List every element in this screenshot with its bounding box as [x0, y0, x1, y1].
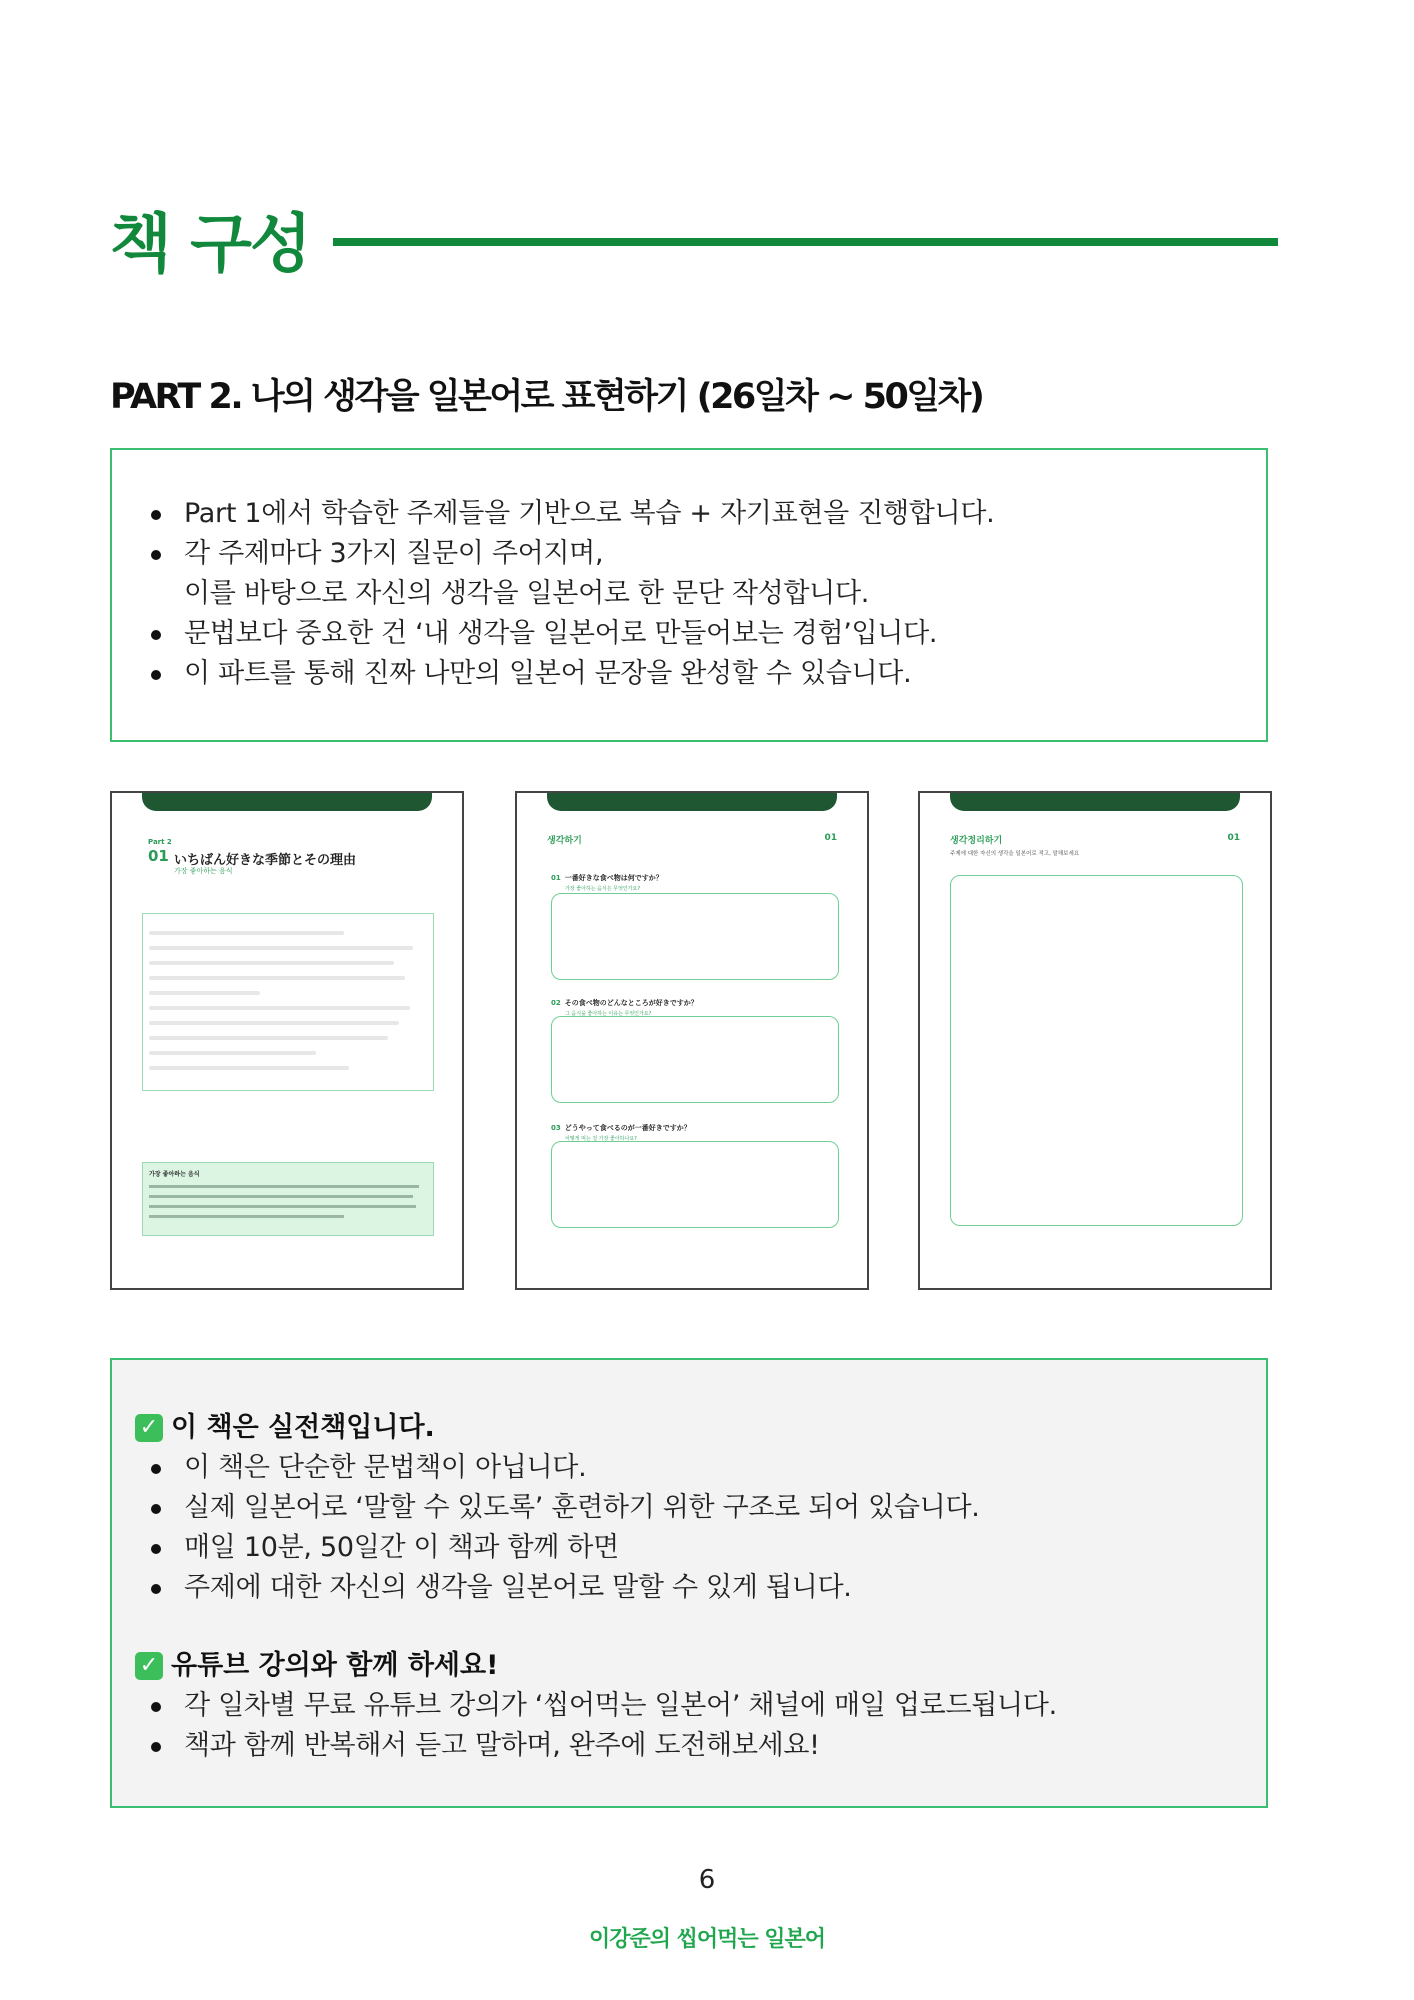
page-cap — [142, 793, 432, 811]
thumbnail-writing-page — [918, 791, 1272, 1290]
bullet-dot-icon — [151, 670, 161, 680]
page-cap — [547, 793, 837, 811]
list-item: 이 파트를 통해 진짜 나만의 일본어 문장을 완성할 수 있습니다. — [147, 654, 1266, 694]
thumbnail-reading-page — [110, 791, 464, 1290]
check-mark-icon: ✓ — [135, 1652, 163, 1680]
section-heading: ✓ 유튜브 강의와 함께 하세요! — [135, 1646, 1266, 1686]
section-list — [147, 1448, 1266, 1608]
guide-box — [142, 1162, 434, 1236]
page-title: 책 구성 — [110, 208, 310, 282]
list-item: 매일 10분, 50일간 이 책과 함께 하면 — [147, 1528, 1266, 1568]
section-list — [147, 1686, 1266, 1766]
bullet-dot-icon — [151, 1584, 161, 1594]
question-sub: 어떻게 먹는 걸 가장 좋아하나요? — [565, 1136, 637, 1142]
answer-box — [551, 1141, 839, 1228]
bullet-dot-icon — [151, 1504, 161, 1514]
info-box — [110, 1358, 1268, 1808]
page-index: 01 — [1227, 833, 1240, 843]
page-label: 생각정리하기 — [950, 836, 1003, 846]
list-item: 실제 일본어로 ‘말할 수 있도록’ 훈련하기 위한 구조로 되어 있습니다. — [147, 1488, 1266, 1528]
bullet-dot-icon — [151, 630, 161, 640]
page-number: 6 — [698, 1865, 716, 1895]
part-heading: PART 2. 나의 생각을 일본어로 표현하기 (26일차 ~ 50일차) — [110, 377, 983, 417]
section-heading: ✓ 이 책은 실전책입니다. — [135, 1408, 1266, 1448]
page-instruction: 주제에 대한 자신의 생각을 일본어로 적고, 말해보세요 — [950, 851, 1080, 857]
page-label: 생각하기 — [547, 836, 582, 846]
list-item: 각 일차별 무료 유튜브 강의가 ‘씹어먹는 일본어’ 채널에 매일 업로드됩니다. — [147, 1686, 1266, 1726]
bullet-dot-icon — [151, 510, 161, 520]
page-index: 01 — [824, 833, 837, 843]
list-item: 각 주제마다 3가지 질문이 주어지며, — [147, 534, 1266, 574]
question-sub: 그 음식을 좋아하는 이유는 무엇인가요? — [565, 1011, 652, 1017]
list-item: 이 책은 단순한 문법책이 아닙니다. — [147, 1448, 1266, 1488]
footer-brand: 이강준의 씹어먹는 일본어 — [588, 1927, 826, 1952]
list-item: 책과 함께 반복해서 듣고 말하며, 완주에 도전해보세요! — [147, 1726, 1266, 1766]
intro-box — [110, 448, 1268, 742]
answer-box — [551, 893, 839, 980]
reading-passage-box — [142, 913, 434, 1091]
bullet-dot-icon — [151, 1742, 161, 1752]
thumbnail-question-page — [515, 791, 869, 1290]
check-mark-icon: ✓ — [135, 1414, 163, 1442]
lesson-subtitle: 가장 좋아하는 음식 — [174, 867, 233, 875]
question-item: 02 その食べ物のどんなところが好きですか？ — [551, 999, 698, 1007]
list-item: Part 1에서 학습한 주제들을 기반으로 복습 + 자기표현을 진행합니다. — [147, 494, 1266, 534]
intro-list — [147, 494, 1266, 694]
bullet-dot-icon — [151, 550, 161, 560]
list-item-continuation: 이를 바탕으로 자신의 생각을 일본어로 한 문단 작성합니다. — [184, 578, 870, 609]
lesson-number: 01 — [148, 847, 169, 865]
page-cap — [950, 793, 1240, 811]
writing-box — [950, 875, 1243, 1226]
title-rule — [333, 238, 1278, 246]
question-sub: 가장 좋아하는 음식은 무엇인가요? — [565, 886, 641, 892]
bullet-dot-icon — [151, 1544, 161, 1554]
answer-box — [551, 1016, 839, 1103]
lesson-title: いちばん好きな季節とその理由 — [174, 853, 357, 868]
part-tag: Part 2 — [148, 838, 172, 846]
question-item: 03 どうやって食べるのが一番好きですか？ — [551, 1124, 691, 1132]
question-item: 01 一番好きな食べ物は何ですか？ — [551, 874, 663, 882]
guide-title: 가장 좋아하는 음식 — [149, 1171, 200, 1178]
bullet-dot-icon — [151, 1464, 161, 1474]
list-item: 주제에 대한 자신의 생각을 일본어로 말할 수 있게 됩니다. — [147, 1568, 1266, 1608]
list-item: 문법보다 중요한 건 ‘내 생각을 일본어로 만들어보는 경험’입니다. — [147, 614, 1266, 654]
bullet-dot-icon — [151, 1702, 161, 1712]
